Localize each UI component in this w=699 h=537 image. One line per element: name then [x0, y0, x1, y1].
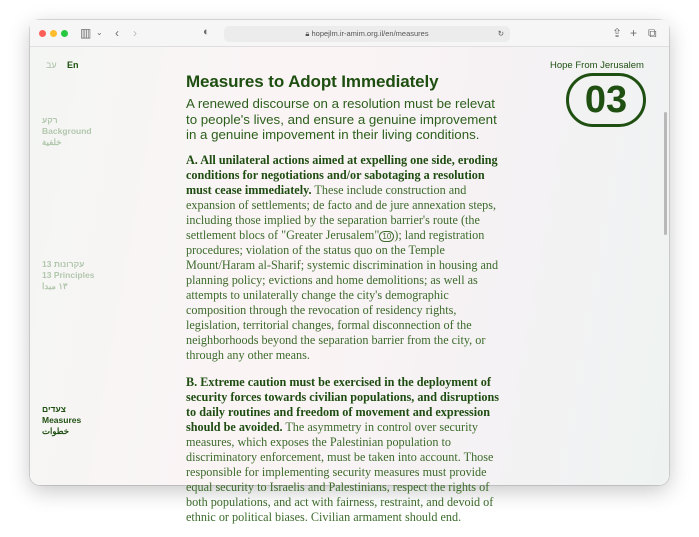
- measure-a-text-cont: ); land registration procedures; violation of the status quo on the Temple Mount/Haram al-Sharif; systemic discrimination in housing and planning policy; evictions and home demolitions; as well as attempts to unilaterally change the city's demographic composition through the revocation of residency rights, legislation, territorial changes, formal disconnection of the neighborhoods beyond the separation barrier from the city, or through any other means.: [186, 228, 499, 362]
- brand-name[interactable]: Hope From Jerusalem: [550, 60, 644, 71]
- share-icon[interactable]: ⇪: [612, 26, 623, 40]
- measure-b-text: The asymmetry in control over security measures, which exposes the Palestinian population to discriminatory enforcement, must be taken into account. Those responsible for implementing security measures must provide equal security to Israelis and Palestinians, respect the rights of both populations, and act with fairness, restraint, and devoid of ethnic or political biases. Civilian armament should end.: [186, 420, 494, 524]
- chevron-down-icon[interactable]: ⌄: [96, 28, 103, 37]
- forward-icon[interactable]: ›: [133, 26, 137, 40]
- page-title: Measures to Adopt Immediately: [186, 72, 439, 91]
- browser-window: [30, 20, 669, 524]
- page-subtitle: A renewed discourse on a resolution must be relevat to people's lives, and ensure a genuine improvement in a genuine impovement in their living conditions.: [186, 96, 497, 142]
- measures-body: [186, 153, 512, 537]
- new-tab-icon[interactable]: +: [630, 26, 638, 40]
- nav-label-en: Background: [42, 126, 92, 136]
- section-number: 03: [566, 73, 646, 127]
- reload-icon[interactable]: ↻: [497, 29, 504, 38]
- nav-measures[interactable]: [42, 404, 81, 437]
- back-icon[interactable]: ‹: [115, 26, 119, 40]
- measure-a-heading: A. All unilateral actions aimed at expelling one side, eroding conditions for negotiations and/or sabotaging a resolution must cease immediately.: [186, 153, 498, 197]
- tabs-overview-icon[interactable]: ⧉: [648, 26, 657, 40]
- nav-label-he: צעדים: [42, 404, 66, 414]
- nav-background[interactable]: [42, 115, 92, 148]
- nav-label-ar: خطوات: [42, 426, 69, 436]
- privacy-icon[interactable]: ◐: [203, 26, 210, 38]
- measure-b-heading: B. Extreme caution must be exercised in the deployment of security forces towards civilian populations, and disruptions to daily routines and freedom of movement and expression should be avoided.: [186, 375, 499, 434]
- measure-b: [186, 375, 512, 525]
- minimize-button[interactable]: [50, 30, 57, 37]
- close-button[interactable]: [39, 30, 46, 37]
- measure-a-text: These include construction and expansion of settlements; de facto and de jure annexation steps, including those implied by the separation barrier's route (the settlement blocs of "Greater Jerusalem": [186, 183, 497, 242]
- lang-english[interactable]: En: [67, 60, 79, 70]
- maximize-button[interactable]: [61, 30, 68, 37]
- lang-hebrew[interactable]: עב: [46, 60, 57, 70]
- scrollbar-thumb[interactable]: [664, 112, 667, 235]
- footnote-ref[interactable]: 10: [379, 231, 394, 242]
- nav-label-ar: خلفية: [42, 137, 62, 147]
- nav-principles[interactable]: [42, 259, 94, 292]
- sidebar-toggle-icon[interactable]: ▥: [80, 26, 92, 40]
- lock-icon: 🔒︎: [305, 29, 310, 38]
- nav-label-he: 13 עקרונות: [42, 259, 85, 269]
- browser-toolbar: [30, 20, 669, 47]
- nav-label-en: 13 Principles: [42, 270, 95, 280]
- nav-label-ar: ١٣ مبدا: [42, 281, 68, 291]
- nav-label-en: Measures: [42, 415, 82, 425]
- address-bar[interactable]: [224, 26, 510, 42]
- measure-a: [186, 153, 512, 363]
- nav-label-he: רקע: [42, 115, 58, 125]
- url-text: hopejlm.ir-amim.org.il/en/measures: [311, 29, 429, 38]
